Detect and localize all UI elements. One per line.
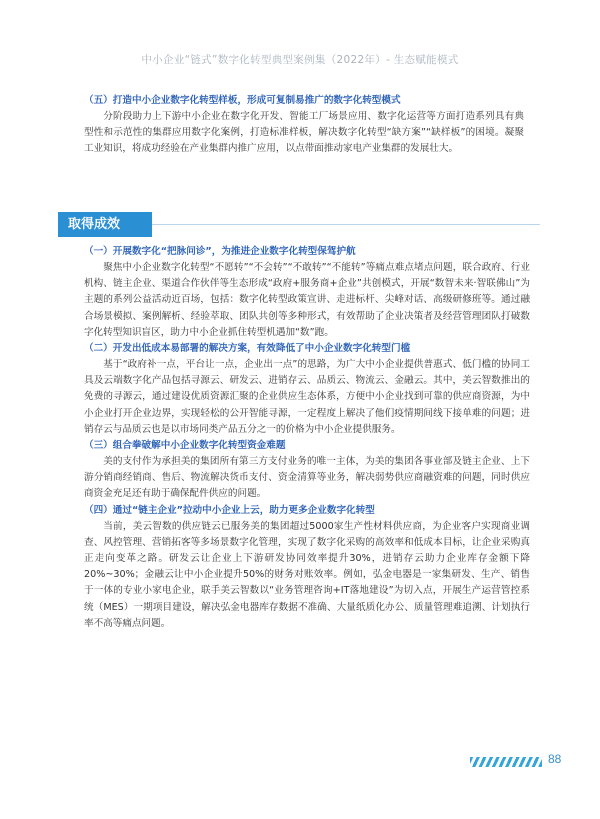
intro-section	[84, 93, 524, 158]
page-number: 88	[548, 752, 562, 766]
results-tag: 取得成效	[58, 212, 152, 237]
result-body-4: 当前，美云智数的供应链云已服务美的集团超过5000家生产性材料供应商，为企业客户实现商业调查、风控管理、营销拓客等多场景数字化管理，实现了数字化采购的高效率和低成本目标，让企业采购真正走向变革之路。研发云让企业上下游研发协同效率提升30%，进销存云助力企业库存金额下降20%~30%；金融云让中小企业提升50%的财务对账效率。例如，弘金电器是一家集研发、生产、销售于一体的专业小家电企业，联手美云智数以“业务管理咨询+IT落地建设”为切入点，开展生产运营管控系统（MES）一期项目建设，解决弘金电器库存数据不准确、大量纸质化办公、质量管理难追溯、计划执行率不高等痛点问题。	[84, 520, 530, 629]
result-heading-4: （四）通过“链主企业”拉动中小企业上云，助力更多企业数字化转型	[84, 504, 375, 516]
result-body-2: 基于“政府补一点，平台让一点，企业出一点”的思路，为广大中小企业提供普惠式、低门槛的协同工具及云端数字化产品包括寻源云、研发云、进销存云、品质云、物流云、金融云。其中，美云智数推出的免费的寻源云，通过建设优质资源汇聚的企业供应生态体系，方便中小企业找到可靠的供应商资源，为中小企业打开企业边界，实现轻松的公开智能寻源，一定程度上解决了他们疫情期间线下接单难的问题；进销存云与品质云也是以市场同类产品五分之一的价格为中小企业提供服务。	[84, 359, 530, 435]
running-header: 中小企业“链式”数字化转型典型案例集（2022年）- 生态赋能模式	[141, 54, 459, 66]
result-body-3: 美的支付作为承担美的集团所有第三方支付业务的唯一主体，为美的集团各事业部及链主企业、上下游分销商经销商、售后、物流解决货币支付、资金清算等业务，解决弱势供应商融资难的问题，同时供应商资金充足还有助于确保配件供应的问题。	[84, 456, 530, 500]
results-section	[84, 244, 530, 632]
result-heading-2: （二）开发出低成本易部署的解决方案，有效降低了中小企业数字化转型门槛	[84, 343, 411, 355]
intro-body: 分阶段助力上下游中小企业在数字化开发、智能工厂场景应用、数字化运营等方面打造系列具有典型性和示范性的集群应用数字化案例，打造标准样板，解决数字化转型“缺方案”“缺样板”的困境。凝聚工业知识，将成功经验在产业集群内推广应用，以点带面推动家电产业集群的发展壮大。	[84, 111, 524, 155]
intro-heading: （五）打造中小企业数字化转型样板，形成可复制易推广的数字化转型模式	[84, 95, 401, 106]
result-body-1: 聚焦中小企业数字化转型“不愿转”“不会转”“不敢转”“不能转”等痛点难点堵点问题，联合政府、行业机构、链主企业、渠道合作伙伴等生态形成“政府+服务商+企业”共创模式，开展“数智未来·智联佛山”为主题的系列公益活动近百场，包括：数字化转型政策宣讲、走进标杆、尖峰对话、高级研修班等。通过融合场景模拟、案例解析、经验萃取、团队共创等多种形式，有效帮助了企业决策者及经营管理团队打破数字化转型知识盲区，助力中小企业抓住转型机遇加“数”跑。	[84, 262, 530, 338]
result-heading-1: （一）开展数字化“把脉问诊”，为推进企业数字化转型保驾护航	[84, 246, 356, 257]
results-divider	[152, 224, 540, 225]
result-heading-3: （三）组合拳破解中小企业数字化转型资金难题	[84, 440, 286, 452]
footer-stripes-decoration	[470, 757, 542, 767]
